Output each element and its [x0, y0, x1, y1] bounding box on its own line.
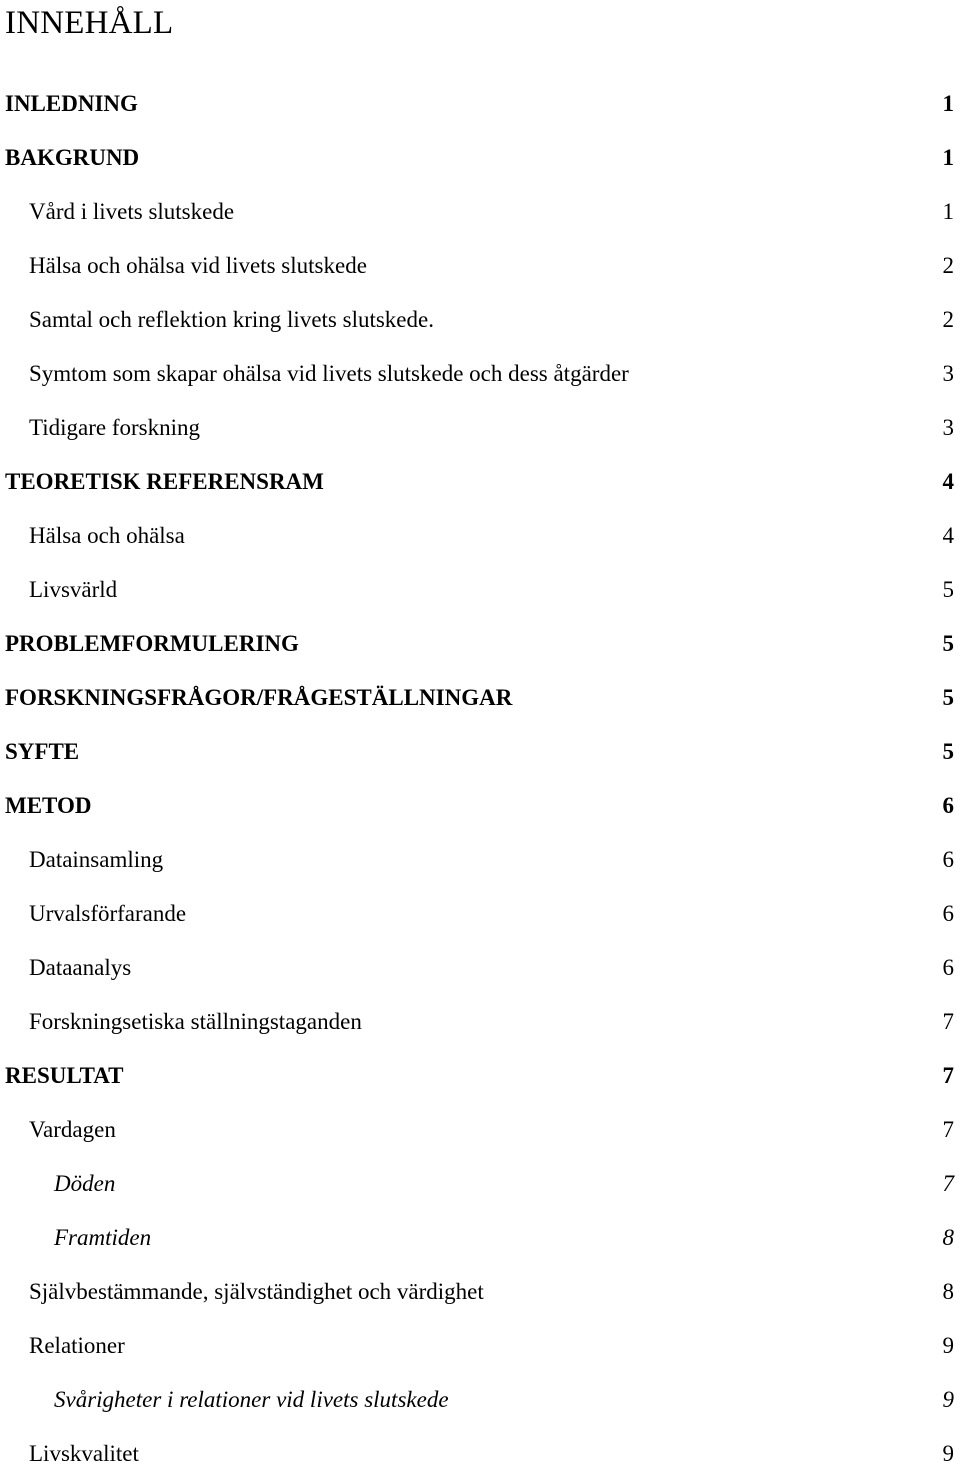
toc-entry-page-number: 8 — [942, 1225, 954, 1250]
toc-entry-page-number: 4 — [942, 523, 954, 548]
toc-entry-page-number: 1 — [942, 145, 954, 170]
page-title: INNEHÅLL — [5, 5, 174, 41]
toc-entry-label: Relationer — [29, 1333, 125, 1358]
toc-entry-label: Datainsamling — [29, 847, 164, 872]
toc-entry — [0, 347, 960, 401]
toc-entry-label: Framtiden — [54, 1225, 152, 1250]
toc-entry — [0, 779, 960, 833]
toc-entry — [0, 1157, 960, 1211]
toc-entry — [0, 1103, 960, 1157]
toc-entry — [0, 401, 960, 455]
toc-entry — [0, 563, 960, 617]
toc-entry-page-number: 6 — [942, 793, 954, 818]
toc-entry — [0, 617, 960, 671]
toc-entry-page-number: 5 — [942, 631, 954, 656]
toc-entry-label: Livsvärld — [29, 577, 118, 602]
toc-entry-label: Symtom som skapar ohälsa vid livets slutskede och dess åtgärder — [29, 361, 629, 386]
toc-entry-label: Tidigare forskning — [29, 415, 201, 440]
toc-entry — [0, 887, 960, 941]
toc-entry-label: Forskningsetiska ställningstaganden — [29, 1009, 362, 1034]
toc-entry-page-number: 7 — [942, 1171, 954, 1196]
toc-entry-page-number: 6 — [942, 901, 954, 926]
toc-entry-page-number: 9 — [942, 1333, 954, 1358]
toc-entry-page-number: 7 — [942, 1117, 954, 1142]
toc-entry-page-number: 5 — [942, 739, 954, 764]
toc-entry — [0, 1427, 960, 1481]
toc-entry-label: Hälsa och ohälsa — [29, 523, 185, 548]
toc-entry-label: FORSKNINGSFRÅGOR/FRÅGESTÄLLNINGAR — [5, 685, 513, 710]
toc-entry-page-number: 5 — [942, 577, 954, 602]
toc-entry-label: Självbestämmande, självständighet och värdighet — [29, 1279, 484, 1304]
toc-entry-label: Vardagen — [29, 1117, 116, 1142]
toc-entry-label: TEORETISK REFERENSRAM — [5, 469, 324, 494]
toc-entry — [0, 77, 960, 131]
toc-entry — [0, 455, 960, 509]
toc-entry-page-number: 6 — [942, 847, 954, 872]
toc-entry-page-number: 2 — [942, 307, 954, 332]
toc-entry — [0, 1265, 960, 1319]
toc-entry-label: SYFTE — [5, 739, 80, 764]
toc-entry — [0, 1211, 960, 1265]
toc-entry-page-number: 1 — [942, 199, 954, 224]
toc-entry-label: Dataanalys — [29, 955, 132, 980]
toc-entry-page-number: 6 — [942, 955, 954, 980]
toc-entry-label: Vård i livets slutskede — [29, 199, 235, 224]
toc-entry — [0, 1319, 960, 1373]
toc-entry-page-number: 8 — [942, 1279, 954, 1304]
toc-entry-page-number: 4 — [942, 469, 954, 494]
toc-entry — [0, 995, 960, 1049]
toc-entry-label: BAKGRUND — [5, 145, 140, 170]
table-of-contents — [0, 77, 960, 1481]
toc-entry-page-number: 7 — [942, 1009, 954, 1034]
toc-entry-label: Hälsa och ohälsa vid livets slutskede — [29, 253, 367, 278]
toc-entry — [0, 833, 960, 887]
toc-entry-label: RESULTAT — [5, 1063, 124, 1088]
toc-entry-label: Döden — [54, 1171, 116, 1196]
toc-entry — [0, 1049, 960, 1103]
toc-entry-label: Svårigheter i relationer vid livets slutskede — [54, 1387, 449, 1412]
toc-entry — [0, 131, 960, 185]
toc-entry-page-number: 2 — [942, 253, 954, 278]
toc-entry — [0, 239, 960, 293]
toc-entry — [0, 509, 960, 563]
toc-entry-label: Samtal och reflektion kring livets slutskede. — [29, 307, 434, 332]
toc-entry — [0, 941, 960, 995]
toc-entry — [0, 185, 960, 239]
toc-entry-label: METOD — [5, 793, 92, 818]
toc-entry — [0, 293, 960, 347]
toc-entry-label: Livskvalitet — [29, 1441, 139, 1466]
toc-entry-page-number: 5 — [942, 685, 954, 710]
toc-entry — [0, 671, 960, 725]
toc-entry-page-number: 7 — [942, 1063, 954, 1088]
toc-entry-page-number: 9 — [942, 1387, 954, 1412]
toc-entry-label: INLEDNING — [5, 91, 138, 116]
toc-entry-label: Urvalsförfarande — [29, 901, 187, 926]
toc-entry — [0, 725, 960, 779]
toc-entry-page-number: 3 — [942, 415, 954, 440]
toc-entry-page-number: 9 — [942, 1441, 954, 1466]
toc-entry-label: PROBLEMFORMULERING — [5, 631, 299, 656]
toc-entry-page-number: 3 — [942, 361, 954, 386]
toc-entry — [0, 1373, 960, 1427]
toc-entry-page-number: 1 — [942, 91, 954, 116]
